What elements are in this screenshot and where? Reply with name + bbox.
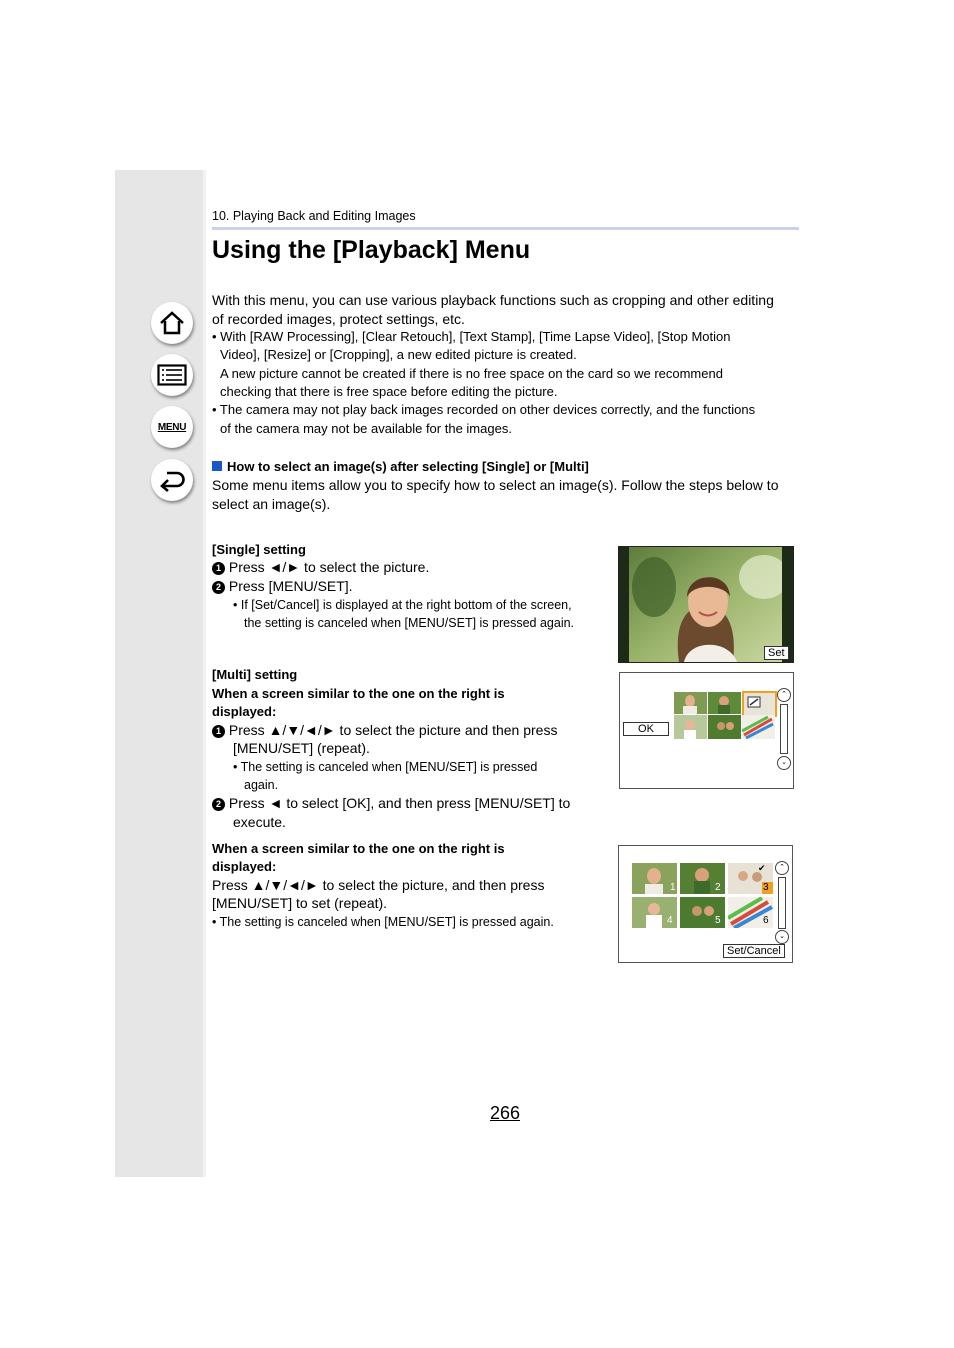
thumbnail-selected xyxy=(742,691,777,717)
multi-step-2-line-2: execute. xyxy=(233,814,286,830)
thumbnail xyxy=(708,715,741,739)
single-step-1: 1 Press ◄/► to select the picture. xyxy=(212,558,429,577)
multi-step-1-line-2: [MENU/SET] (repeat). xyxy=(233,740,370,756)
scrollbar[interactable] xyxy=(778,877,786,929)
intro-bullet-1-line-2: Video], [Resize] or [Cropping], a new edited picture is created. xyxy=(220,347,577,362)
multi-text-2-line-2: [MENU/SET] to set (repeat). xyxy=(212,895,388,911)
thumbnail xyxy=(674,715,707,739)
checkmark-icon: ✔ xyxy=(758,863,766,873)
menu-icon: MENU xyxy=(157,421,187,433)
sidebar-edge xyxy=(203,170,206,1177)
contents-list-icon xyxy=(157,364,187,386)
how-to-text: Some menu items allow you to specify how to select an image(s). Follow the steps below to select an image(s). xyxy=(212,477,779,512)
thumb-number: 5 xyxy=(715,915,721,926)
thumb-number: 6 xyxy=(763,915,769,926)
single-heading: [Single] setting xyxy=(212,542,306,557)
page-number: 266 xyxy=(490,1103,521,1123)
single-note-line-2: the setting is canceled when [MENU/SET] is pressed again. xyxy=(244,616,575,630)
multi-sub-1-line-1: When a screen similar to the one on the right is xyxy=(212,686,505,701)
multi-screen-set-cancel xyxy=(618,845,793,963)
multi-screen-ok xyxy=(619,672,794,789)
how-to-heading: How to select an image(s) after selecting [Single] or [Multi] xyxy=(212,458,589,477)
thumb-number: 1 xyxy=(670,882,676,893)
back-button[interactable] xyxy=(151,459,193,501)
scrollbar[interactable] xyxy=(780,704,788,754)
step-number: 2 xyxy=(212,798,225,811)
page-title: Using the [Playback] Menu xyxy=(212,236,531,264)
menu-button[interactable] xyxy=(151,406,193,448)
multi-step-2-line-1: 2 Press ◄ to select [OK], and then press [MENU/SET] to xyxy=(212,794,570,813)
single-note-line-1: • If [Set/Cancel] is displayed at the right bottom of the screen, xyxy=(233,598,572,612)
back-arrow-icon xyxy=(158,468,186,492)
thumb-number: 4 xyxy=(667,915,673,926)
intro-bullet-2-line-1: • The camera may not play back images recorded on other devices correctly, and the functions xyxy=(212,402,756,417)
intro-bullet-1-line-3: A new picture cannot be created if there is no free space on the card so we recommend xyxy=(220,366,723,381)
scroll-up-icon[interactable]: ⌃ xyxy=(775,861,789,875)
contents-button[interactable] xyxy=(151,354,193,396)
thumbnail xyxy=(742,715,775,739)
scroll-up-icon[interactable]: ⌃ xyxy=(777,688,791,702)
scroll-down-icon[interactable]: ⌄ xyxy=(777,756,791,770)
single-step-2: 2 Press [MENU/SET]. xyxy=(212,577,353,596)
intro-bullet-1-line-1: • With [RAW Processing], [Clear Retouch], [Text Stamp], [Time Lapse Video], [Stop Motion xyxy=(212,329,731,344)
ok-button[interactable]: OK xyxy=(623,722,669,736)
set-cancel-tag: Set/Cancel xyxy=(723,944,785,958)
home-button[interactable] xyxy=(151,302,193,344)
thumbnail xyxy=(708,692,741,714)
multi-heading: [Multi] setting xyxy=(212,667,298,682)
multi-text-2-line-1: Press ▲/▼/◄/► to select the picture, and then press xyxy=(212,877,545,893)
blue-square-icon xyxy=(212,461,222,471)
home-icon xyxy=(158,310,186,336)
multi-sub-2-line-1: When a screen similar to the one on the right is xyxy=(212,841,505,856)
intro-bullet-2-line-2: of the camera may not be available for the images. xyxy=(220,421,512,436)
multi-step-1-line-1: 1 Press ▲/▼/◄/► to select the picture and then press xyxy=(212,721,557,740)
multi-sub-1-line-2: displayed: xyxy=(212,704,277,719)
thumbnail xyxy=(674,692,707,714)
header-rule xyxy=(212,227,799,230)
breadcrumb: 10. Playing Back and Editing Images xyxy=(212,209,416,223)
multi-note-1-line-1: • The setting is canceled when [MENU/SET] is pressed xyxy=(233,760,538,774)
multi-note-2: • The setting is canceled when [MENU/SET] is pressed again. xyxy=(212,915,554,929)
scroll-down-icon[interactable]: ⌄ xyxy=(775,930,789,944)
single-screen xyxy=(618,546,794,663)
set-tag: Set xyxy=(764,646,789,660)
thumb-number: 2 xyxy=(715,882,721,893)
intro-bullet-1-line-4: checking that there is free space before editing the picture. xyxy=(220,384,558,399)
step-number: 1 xyxy=(212,562,225,575)
intro-paragraph: With this menu, you can use various playback functions such as cropping and other editing of recorded images, protect settings, etc. xyxy=(212,292,774,327)
portrait-photo xyxy=(629,547,782,662)
multi-sub-2-line-2: displayed: xyxy=(212,859,277,874)
thumb-number: 3 xyxy=(763,882,769,893)
multi-note-1-line-2: again. xyxy=(244,778,279,792)
step-number: 2 xyxy=(212,581,225,594)
step-number: 1 xyxy=(212,725,225,738)
